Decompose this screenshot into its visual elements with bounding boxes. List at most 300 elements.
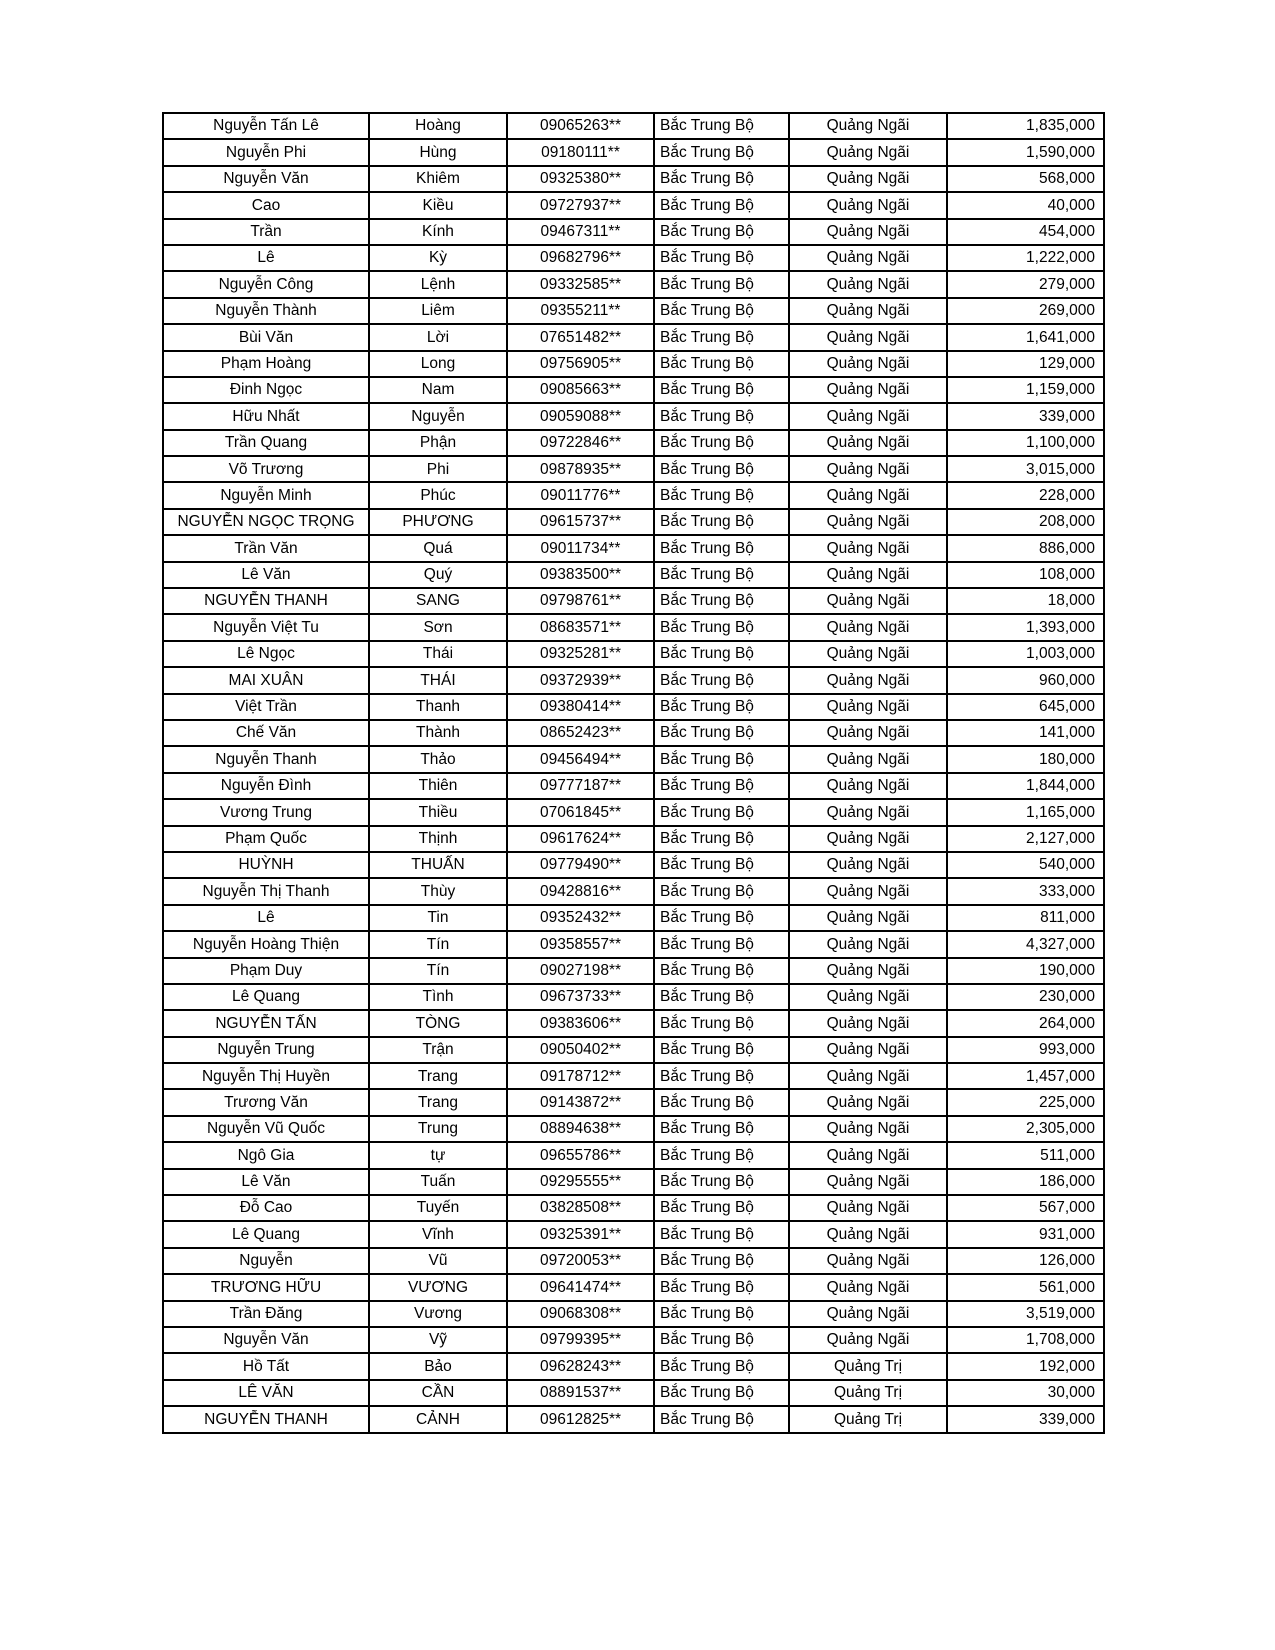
- last-middle-name-cell: Nguyễn: [163, 1248, 369, 1274]
- given-name-cell: Lệnh: [369, 271, 507, 297]
- last-middle-name-cell: Việt Trần: [163, 694, 369, 720]
- table-row: [163, 1301, 1104, 1327]
- last-middle-name-cell: Nguyễn Minh: [163, 482, 369, 508]
- given-name-cell: CẢNH: [369, 1406, 507, 1432]
- table-row: [163, 1221, 1104, 1247]
- province-cell: Quảng Ngãi: [789, 931, 947, 957]
- amount-cell: 1,393,000: [947, 614, 1104, 640]
- province-cell: Quảng Ngãi: [789, 720, 947, 746]
- data-table: [162, 112, 1105, 1434]
- amount-cell: 568,000: [947, 166, 1104, 192]
- region-cell: Bắc Trung Bộ: [654, 1195, 789, 1221]
- last-middle-name-cell: Cao: [163, 192, 369, 218]
- phone-masked-cell: 09355211**: [507, 298, 654, 324]
- phone-masked-cell: 09720053**: [507, 1248, 654, 1274]
- region-cell: Bắc Trung Bộ: [654, 641, 789, 667]
- amount-cell: 3,015,000: [947, 456, 1104, 482]
- phone-masked-cell: 09068308**: [507, 1301, 654, 1327]
- amount-cell: 540,000: [947, 852, 1104, 878]
- given-name-cell: TÒNG: [369, 1010, 507, 1036]
- given-name-cell: Thảo: [369, 746, 507, 772]
- amount-cell: 886,000: [947, 535, 1104, 561]
- table-row: [163, 245, 1104, 271]
- amount-cell: 141,000: [947, 720, 1104, 746]
- table-row: [163, 403, 1104, 429]
- given-name-cell: Phận: [369, 430, 507, 456]
- region-cell: Bắc Trung Bộ: [654, 139, 789, 165]
- amount-cell: 228,000: [947, 482, 1104, 508]
- region-cell: Bắc Trung Bộ: [654, 958, 789, 984]
- region-cell: Bắc Trung Bộ: [654, 826, 789, 852]
- last-middle-name-cell: NGUYỄN NGỌC TRỌNG: [163, 509, 369, 535]
- phone-masked-cell: 09628243**: [507, 1353, 654, 1379]
- province-cell: Quảng Ngãi: [789, 219, 947, 245]
- given-name-cell: Thiên: [369, 773, 507, 799]
- last-middle-name-cell: Nguyễn Văn: [163, 1327, 369, 1353]
- last-middle-name-cell: Lê Quang: [163, 1221, 369, 1247]
- last-middle-name-cell: Bùi Văn: [163, 324, 369, 350]
- amount-cell: 1,590,000: [947, 139, 1104, 165]
- region-cell: Bắc Trung Bộ: [654, 1063, 789, 1089]
- given-name-cell: Sơn: [369, 614, 507, 640]
- given-name-cell: Phi: [369, 456, 507, 482]
- province-cell: Quảng Ngãi: [789, 1221, 947, 1247]
- table-row: [163, 113, 1104, 139]
- last-middle-name-cell: Vương Trung: [163, 799, 369, 825]
- given-name-cell: Quý: [369, 562, 507, 588]
- region-cell: Bắc Trung Bộ: [654, 1248, 789, 1274]
- phone-masked-cell: 09428816**: [507, 878, 654, 904]
- province-cell: Quảng Ngãi: [789, 958, 947, 984]
- last-middle-name-cell: Nguyễn Tấn Lê: [163, 113, 369, 139]
- last-middle-name-cell: Võ Trương: [163, 456, 369, 482]
- given-name-cell: Hoàng: [369, 113, 507, 139]
- amount-cell: 1,835,000: [947, 113, 1104, 139]
- last-middle-name-cell: Hồ Tất: [163, 1353, 369, 1379]
- province-cell: Quảng Ngãi: [789, 403, 947, 429]
- last-middle-name-cell: Phạm Quốc: [163, 826, 369, 852]
- last-middle-name-cell: Nguyễn Thị Huyền: [163, 1063, 369, 1089]
- phone-masked-cell: 09065263**: [507, 113, 654, 139]
- given-name-cell: VƯƠNG: [369, 1274, 507, 1300]
- province-cell: Quảng Ngãi: [789, 984, 947, 1010]
- amount-cell: 1,003,000: [947, 641, 1104, 667]
- last-middle-name-cell: Lê Quang: [163, 984, 369, 1010]
- given-name-cell: Tín: [369, 958, 507, 984]
- given-name-cell: Thịnh: [369, 826, 507, 852]
- region-cell: Bắc Trung Bộ: [654, 799, 789, 825]
- last-middle-name-cell: Nguyễn Phi: [163, 139, 369, 165]
- table-row: [163, 614, 1104, 640]
- amount-cell: 264,000: [947, 1010, 1104, 1036]
- phone-masked-cell: 09325281**: [507, 641, 654, 667]
- given-name-cell: Liêm: [369, 298, 507, 324]
- region-cell: Bắc Trung Bộ: [654, 1353, 789, 1379]
- region-cell: Bắc Trung Bộ: [654, 1142, 789, 1168]
- table-row: [163, 773, 1104, 799]
- given-name-cell: Vương: [369, 1301, 507, 1327]
- amount-cell: 511,000: [947, 1142, 1104, 1168]
- province-cell: Quảng Ngãi: [789, 1116, 947, 1142]
- table-row: [163, 931, 1104, 957]
- phone-masked-cell: 09372939**: [507, 667, 654, 693]
- phone-masked-cell: 09059088**: [507, 403, 654, 429]
- phone-masked-cell: 09380414**: [507, 694, 654, 720]
- given-name-cell: Long: [369, 351, 507, 377]
- table-row: [163, 1406, 1104, 1432]
- amount-cell: 1,641,000: [947, 324, 1104, 350]
- region-cell: Bắc Trung Bộ: [654, 614, 789, 640]
- province-cell: Quảng Ngãi: [789, 1010, 947, 1036]
- last-middle-name-cell: Nguyễn Việt Tu: [163, 614, 369, 640]
- province-cell: Quảng Ngãi: [789, 588, 947, 614]
- region-cell: Bắc Trung Bộ: [654, 1301, 789, 1327]
- phone-masked-cell: 09143872**: [507, 1089, 654, 1115]
- phone-masked-cell: 09799395**: [507, 1327, 654, 1353]
- last-middle-name-cell: Hữu Nhất: [163, 403, 369, 429]
- phone-masked-cell: 09325380**: [507, 166, 654, 192]
- given-name-cell: Thiều: [369, 799, 507, 825]
- province-cell: Quảng Ngãi: [789, 878, 947, 904]
- phone-masked-cell: 09878935**: [507, 456, 654, 482]
- last-middle-name-cell: Chế Văn: [163, 720, 369, 746]
- phone-masked-cell: 09050402**: [507, 1037, 654, 1063]
- province-cell: Quảng Ngãi: [789, 430, 947, 456]
- table-row: [163, 1010, 1104, 1036]
- region-cell: Bắc Trung Bộ: [654, 219, 789, 245]
- province-cell: Quảng Ngãi: [789, 324, 947, 350]
- region-cell: Bắc Trung Bộ: [654, 535, 789, 561]
- last-middle-name-cell: Lê Văn: [163, 562, 369, 588]
- last-middle-name-cell: Đỗ Cao: [163, 1195, 369, 1221]
- phone-masked-cell: 09027198**: [507, 958, 654, 984]
- amount-cell: 279,000: [947, 271, 1104, 297]
- table-row: [163, 667, 1104, 693]
- amount-cell: 225,000: [947, 1089, 1104, 1115]
- province-cell: Quảng Ngãi: [789, 1327, 947, 1353]
- province-cell: Quảng Ngãi: [789, 271, 947, 297]
- province-cell: Quảng Ngãi: [789, 456, 947, 482]
- table-row: [163, 720, 1104, 746]
- region-cell: Bắc Trung Bộ: [654, 456, 789, 482]
- region-cell: Bắc Trung Bộ: [654, 878, 789, 904]
- region-cell: Bắc Trung Bộ: [654, 1274, 789, 1300]
- region-cell: Bắc Trung Bộ: [654, 773, 789, 799]
- given-name-cell: Tin: [369, 905, 507, 931]
- table-row: [163, 984, 1104, 1010]
- amount-cell: 811,000: [947, 905, 1104, 931]
- table-row: [163, 905, 1104, 931]
- province-cell: Quảng Ngãi: [789, 139, 947, 165]
- province-cell: Quảng Ngãi: [789, 562, 947, 588]
- given-name-cell: SANG: [369, 588, 507, 614]
- table-row: [163, 192, 1104, 218]
- province-cell: Quảng Ngãi: [789, 826, 947, 852]
- province-cell: Quảng Ngãi: [789, 1274, 947, 1300]
- region-cell: Bắc Trung Bộ: [654, 482, 789, 508]
- region-cell: Bắc Trung Bộ: [654, 430, 789, 456]
- region-cell: Bắc Trung Bộ: [654, 1327, 789, 1353]
- region-cell: Bắc Trung Bộ: [654, 1380, 789, 1406]
- last-middle-name-cell: Nguyễn Công: [163, 271, 369, 297]
- given-name-cell: Tuấn: [369, 1169, 507, 1195]
- phone-masked-cell: 07061845**: [507, 799, 654, 825]
- amount-cell: 190,000: [947, 958, 1104, 984]
- table-row: [163, 852, 1104, 878]
- given-name-cell: Lời: [369, 324, 507, 350]
- amount-cell: 1,457,000: [947, 1063, 1104, 1089]
- table-row: [163, 1063, 1104, 1089]
- amount-cell: 1,844,000: [947, 773, 1104, 799]
- given-name-cell: PHƯƠNG: [369, 509, 507, 535]
- last-middle-name-cell: Nguyễn Vũ Quốc: [163, 1116, 369, 1142]
- table-row: [163, 694, 1104, 720]
- table-row: [163, 1274, 1104, 1300]
- province-cell: Quảng Ngãi: [789, 746, 947, 772]
- region-cell: Bắc Trung Bộ: [654, 720, 789, 746]
- phone-masked-cell: 09085663**: [507, 377, 654, 403]
- last-middle-name-cell: Lê: [163, 905, 369, 931]
- table-row: [163, 1195, 1104, 1221]
- amount-cell: 40,000: [947, 192, 1104, 218]
- table-row: [163, 1037, 1104, 1063]
- province-cell: Quảng Trị: [789, 1380, 947, 1406]
- amount-cell: 126,000: [947, 1248, 1104, 1274]
- region-cell: Bắc Trung Bộ: [654, 905, 789, 931]
- amount-cell: 208,000: [947, 509, 1104, 535]
- region-cell: Bắc Trung Bộ: [654, 852, 789, 878]
- last-middle-name-cell: Nguyễn Thị Thanh: [163, 878, 369, 904]
- given-name-cell: Thái: [369, 641, 507, 667]
- given-name-cell: Kỳ: [369, 245, 507, 271]
- province-cell: Quảng Ngãi: [789, 482, 947, 508]
- region-cell: Bắc Trung Bộ: [654, 1169, 789, 1195]
- region-cell: Bắc Trung Bộ: [654, 509, 789, 535]
- last-middle-name-cell: MAI XUÂN: [163, 667, 369, 693]
- amount-cell: 129,000: [947, 351, 1104, 377]
- phone-masked-cell: 09332585**: [507, 271, 654, 297]
- region-cell: Bắc Trung Bộ: [654, 746, 789, 772]
- amount-cell: 454,000: [947, 219, 1104, 245]
- province-cell: Quảng Ngãi: [789, 377, 947, 403]
- province-cell: Quảng Ngãi: [789, 641, 947, 667]
- amount-cell: 1,708,000: [947, 1327, 1104, 1353]
- last-middle-name-cell: Nguyễn Thanh: [163, 746, 369, 772]
- phone-masked-cell: 09655786**: [507, 1142, 654, 1168]
- amount-cell: 1,165,000: [947, 799, 1104, 825]
- last-middle-name-cell: Trần Văn: [163, 535, 369, 561]
- province-cell: Quảng Ngãi: [789, 1301, 947, 1327]
- province-cell: Quảng Ngãi: [789, 351, 947, 377]
- given-name-cell: Phúc: [369, 482, 507, 508]
- phone-masked-cell: 09641474**: [507, 1274, 654, 1300]
- given-name-cell: tự: [369, 1142, 507, 1168]
- given-name-cell: Vũ: [369, 1248, 507, 1274]
- region-cell: Bắc Trung Bộ: [654, 271, 789, 297]
- table-row: [163, 139, 1104, 165]
- given-name-cell: Nguyễn: [369, 403, 507, 429]
- table-row: [163, 958, 1104, 984]
- region-cell: Bắc Trung Bộ: [654, 166, 789, 192]
- province-cell: Quảng Ngãi: [789, 245, 947, 271]
- province-cell: Quảng Ngãi: [789, 1142, 947, 1168]
- amount-cell: 230,000: [947, 984, 1104, 1010]
- given-name-cell: Vĩnh: [369, 1221, 507, 1247]
- province-cell: Quảng Ngãi: [789, 166, 947, 192]
- table-row: [163, 324, 1104, 350]
- region-cell: Bắc Trung Bộ: [654, 403, 789, 429]
- last-middle-name-cell: Lê Văn: [163, 1169, 369, 1195]
- phone-masked-cell: 09358557**: [507, 931, 654, 957]
- last-middle-name-cell: Nguyễn Văn: [163, 166, 369, 192]
- last-middle-name-cell: HUỲNH: [163, 852, 369, 878]
- last-middle-name-cell: TRƯƠNG HỮU: [163, 1274, 369, 1300]
- phone-masked-cell: 08891537**: [507, 1380, 654, 1406]
- province-cell: Quảng Trị: [789, 1406, 947, 1432]
- phone-masked-cell: 07651482**: [507, 324, 654, 350]
- amount-cell: 339,000: [947, 403, 1104, 429]
- table-row: [163, 509, 1104, 535]
- amount-cell: 645,000: [947, 694, 1104, 720]
- table-row: [163, 430, 1104, 456]
- amount-cell: 18,000: [947, 588, 1104, 614]
- phone-masked-cell: 03828508**: [507, 1195, 654, 1221]
- province-cell: Quảng Ngãi: [789, 192, 947, 218]
- amount-cell: 2,127,000: [947, 826, 1104, 852]
- table-row: [163, 1169, 1104, 1195]
- amount-cell: 108,000: [947, 562, 1104, 588]
- phone-masked-cell: 09325391**: [507, 1221, 654, 1247]
- given-name-cell: Thùy: [369, 878, 507, 904]
- given-name-cell: Trận: [369, 1037, 507, 1063]
- given-name-cell: Tình: [369, 984, 507, 1010]
- phone-masked-cell: 09682796**: [507, 245, 654, 271]
- region-cell: Bắc Trung Bộ: [654, 113, 789, 139]
- amount-cell: 333,000: [947, 878, 1104, 904]
- province-cell: Quảng Ngãi: [789, 694, 947, 720]
- last-middle-name-cell: Lê: [163, 245, 369, 271]
- amount-cell: 960,000: [947, 667, 1104, 693]
- given-name-cell: CẦN: [369, 1380, 507, 1406]
- region-cell: Bắc Trung Bộ: [654, 588, 789, 614]
- given-name-cell: Quá: [369, 535, 507, 561]
- phone-masked-cell: 09777187**: [507, 773, 654, 799]
- last-middle-name-cell: Nguyễn Đình: [163, 773, 369, 799]
- phone-masked-cell: 09295555**: [507, 1169, 654, 1195]
- phone-masked-cell: 09456494**: [507, 746, 654, 772]
- table-row: [163, 1327, 1104, 1353]
- last-middle-name-cell: NGUYỄN THANH: [163, 588, 369, 614]
- phone-masked-cell: 09756905**: [507, 351, 654, 377]
- province-cell: Quảng Ngãi: [789, 1063, 947, 1089]
- table-row: [163, 377, 1104, 403]
- amount-cell: 1,159,000: [947, 377, 1104, 403]
- given-name-cell: THUẤN: [369, 852, 507, 878]
- given-name-cell: Thanh: [369, 694, 507, 720]
- amount-cell: 1,222,000: [947, 245, 1104, 271]
- amount-cell: 339,000: [947, 1406, 1104, 1432]
- province-cell: Quảng Ngãi: [789, 852, 947, 878]
- phone-masked-cell: 09467311**: [507, 219, 654, 245]
- last-middle-name-cell: Ngô Gia: [163, 1142, 369, 1168]
- table-row: [163, 562, 1104, 588]
- given-name-cell: Nam: [369, 377, 507, 403]
- amount-cell: 269,000: [947, 298, 1104, 324]
- table-row: [163, 826, 1104, 852]
- table-row: [163, 1248, 1104, 1274]
- region-cell: Bắc Trung Bộ: [654, 1221, 789, 1247]
- amount-cell: 993,000: [947, 1037, 1104, 1063]
- region-cell: Bắc Trung Bộ: [654, 192, 789, 218]
- given-name-cell: Khiêm: [369, 166, 507, 192]
- phone-masked-cell: 09673733**: [507, 984, 654, 1010]
- given-name-cell: Trang: [369, 1063, 507, 1089]
- table-row: [163, 746, 1104, 772]
- region-cell: Bắc Trung Bộ: [654, 1406, 789, 1432]
- table-row: [163, 588, 1104, 614]
- given-name-cell: Hùng: [369, 139, 507, 165]
- region-cell: Bắc Trung Bộ: [654, 931, 789, 957]
- province-cell: Quảng Ngãi: [789, 905, 947, 931]
- last-middle-name-cell: Lê Ngọc: [163, 641, 369, 667]
- last-middle-name-cell: Nguyễn Trung: [163, 1037, 369, 1063]
- table-row: [163, 799, 1104, 825]
- amount-cell: 1,100,000: [947, 430, 1104, 456]
- last-middle-name-cell: LÊ VĂN: [163, 1380, 369, 1406]
- amount-cell: 186,000: [947, 1169, 1104, 1195]
- table-row: [163, 1353, 1104, 1379]
- phone-masked-cell: 09612825**: [507, 1406, 654, 1432]
- last-middle-name-cell: NGUYỄN THANH: [163, 1406, 369, 1432]
- region-cell: Bắc Trung Bộ: [654, 694, 789, 720]
- province-cell: Quảng Ngãi: [789, 773, 947, 799]
- amount-cell: 567,000: [947, 1195, 1104, 1221]
- table-row: [163, 1089, 1104, 1115]
- amount-cell: 4,327,000: [947, 931, 1104, 957]
- province-cell: Quảng Ngãi: [789, 298, 947, 324]
- amount-cell: 2,305,000: [947, 1116, 1104, 1142]
- phone-masked-cell: 09011734**: [507, 535, 654, 561]
- table-row: [163, 456, 1104, 482]
- table-row: [163, 1380, 1104, 1406]
- given-name-cell: Kiều: [369, 192, 507, 218]
- phone-masked-cell: 08652423**: [507, 720, 654, 746]
- province-cell: Quảng Ngãi: [789, 1169, 947, 1195]
- amount-cell: 3,519,000: [947, 1301, 1104, 1327]
- amount-cell: 931,000: [947, 1221, 1104, 1247]
- table-row: [163, 1142, 1104, 1168]
- phone-masked-cell: 09798761**: [507, 588, 654, 614]
- region-cell: Bắc Trung Bộ: [654, 245, 789, 271]
- province-cell: Quảng Ngãi: [789, 1037, 947, 1063]
- last-middle-name-cell: Nguyễn Hoàng Thiện: [163, 931, 369, 957]
- last-middle-name-cell: Trần: [163, 219, 369, 245]
- phone-masked-cell: 09178712**: [507, 1063, 654, 1089]
- given-name-cell: Bảo: [369, 1353, 507, 1379]
- table-row: [163, 351, 1104, 377]
- table-row: [163, 535, 1104, 561]
- phone-masked-cell: 09722846**: [507, 430, 654, 456]
- region-cell: Bắc Trung Bộ: [654, 562, 789, 588]
- table-row: [163, 298, 1104, 324]
- phone-masked-cell: 09727937**: [507, 192, 654, 218]
- region-cell: Bắc Trung Bộ: [654, 377, 789, 403]
- given-name-cell: Tuyến: [369, 1195, 507, 1221]
- given-name-cell: Trang: [369, 1089, 507, 1115]
- region-cell: Bắc Trung Bộ: [654, 324, 789, 350]
- amount-cell: 30,000: [947, 1380, 1104, 1406]
- given-name-cell: Thành: [369, 720, 507, 746]
